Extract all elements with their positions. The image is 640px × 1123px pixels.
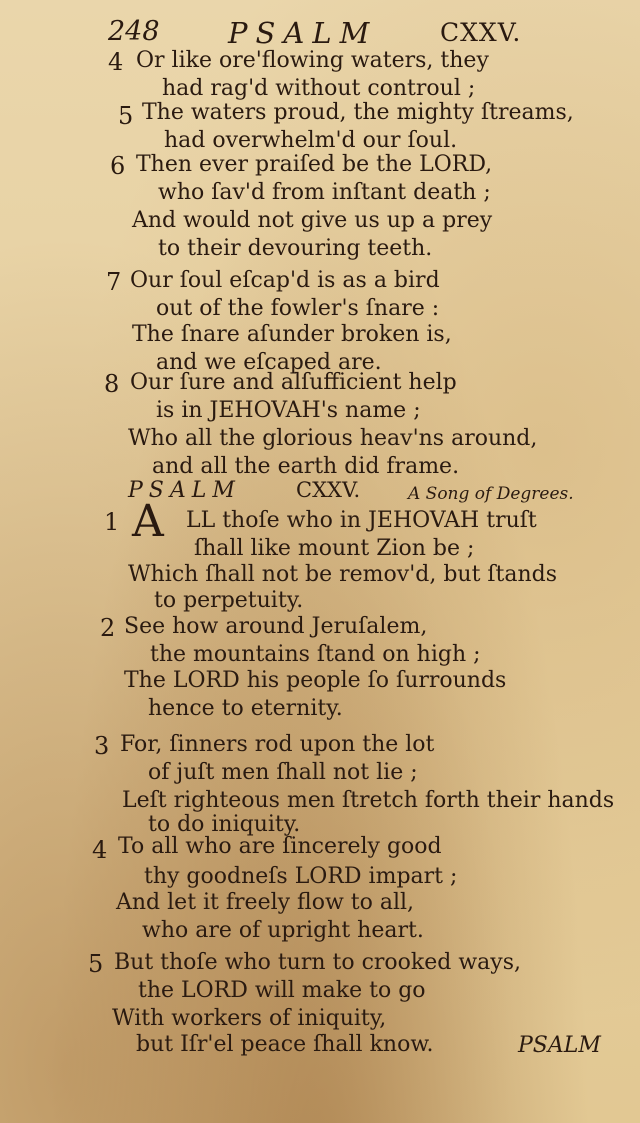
- verse-number: 4: [92, 836, 108, 864]
- verse-line: hence to eternity.: [148, 696, 343, 721]
- running-title: PSALM: [228, 16, 378, 50]
- verse-line: and we eſcaped are.: [156, 350, 382, 375]
- verse-line: had rag'd without controul ;: [162, 76, 476, 101]
- verse-line: But thoſe who turn to crooked ways,: [114, 950, 521, 975]
- verse-line: With workers of iniquity,: [112, 1006, 387, 1031]
- verse-line: See how around Jeruſalem,: [124, 614, 428, 639]
- verse-number: 3: [94, 732, 110, 760]
- verse-line: The ſnare aſunder broken is,: [132, 322, 452, 347]
- verse-line: Our ſoul eſcap'd is as a bird: [130, 268, 440, 293]
- verse-line: the LORD will make to go: [138, 978, 426, 1003]
- verse-line: Then ever praiſed be the LORD,: [136, 152, 493, 177]
- verse-line: to their devouring teeth.: [158, 236, 433, 261]
- verse-line: And would not give us up a prey: [132, 208, 493, 233]
- verse-line: had overwhelm'd our ſoul.: [164, 128, 458, 153]
- page-header: [108, 16, 538, 50]
- verse-line: who ſav'd from inſtant death ;: [158, 180, 491, 205]
- verse-line: thy goodneſs LORD impart ;: [144, 864, 458, 889]
- verse-line: but Iſr'el peace ſhall know.: [136, 1032, 434, 1057]
- verse-line: and all the earth did frame.: [152, 454, 460, 479]
- verse-line: To all who are ſincerely good: [118, 834, 442, 859]
- verse-line: the mountains ſtand on high ;: [150, 642, 481, 667]
- verse-line: ſhall like mount Zion be ;: [194, 536, 475, 561]
- verse-line: Leſt righteous men ſtretch forth their hands: [122, 788, 615, 813]
- verse-line: out of the fowler's ſnare :: [156, 296, 440, 321]
- verse-number: 8: [104, 370, 120, 398]
- verse-line: And let it freely flow to all,: [116, 890, 415, 915]
- catchword: PSALM: [518, 1033, 601, 1058]
- drop-cap: A: [132, 496, 164, 547]
- verse-line: who are of upright heart.: [142, 918, 424, 943]
- verse-line: is in JEHOVAH's name ;: [156, 398, 421, 423]
- verse-number: 7: [106, 268, 122, 296]
- verse-line: Or like ore'flowing waters, they: [136, 48, 489, 73]
- verse-line: Our ſure and alſufficient help: [130, 370, 457, 395]
- verse-number: 5: [88, 950, 104, 978]
- psalm-heading-name: PSALM: [128, 478, 241, 503]
- verse-line: to perpetuity.: [154, 588, 304, 613]
- verse-line: Who all the glorious heav'ns around,: [128, 426, 538, 451]
- verse-number: 5: [118, 102, 134, 130]
- verse-line: of juſt men ſhall not lie ;: [148, 760, 418, 785]
- verse-line: LL thoſe who in JEHOVAH truſt: [186, 508, 537, 533]
- verse-number: 2: [100, 614, 116, 642]
- verse-line: Which ſhall not be remov'd, but ſtands: [128, 562, 558, 587]
- psalm-heading: [128, 478, 608, 508]
- verse-number: 1: [104, 508, 120, 536]
- running-numeral: CXXV.: [440, 18, 522, 47]
- verse-line: For, ſinners rod upon the lot: [120, 732, 435, 757]
- psalm-heading-numeral: CXXV.: [296, 478, 361, 502]
- verse-number: 6: [110, 152, 126, 180]
- verse-line: The LORD his people ſo ſurrounds: [124, 668, 507, 693]
- psalm-heading-subtitle: A Song of Degrees.: [408, 484, 574, 504]
- verse-line: The waters proud, the mighty ſtreams,: [142, 100, 574, 125]
- page-number: 248: [108, 16, 160, 47]
- verse-number: 4: [108, 48, 124, 76]
- verse-line: to do iniquity.: [148, 812, 301, 837]
